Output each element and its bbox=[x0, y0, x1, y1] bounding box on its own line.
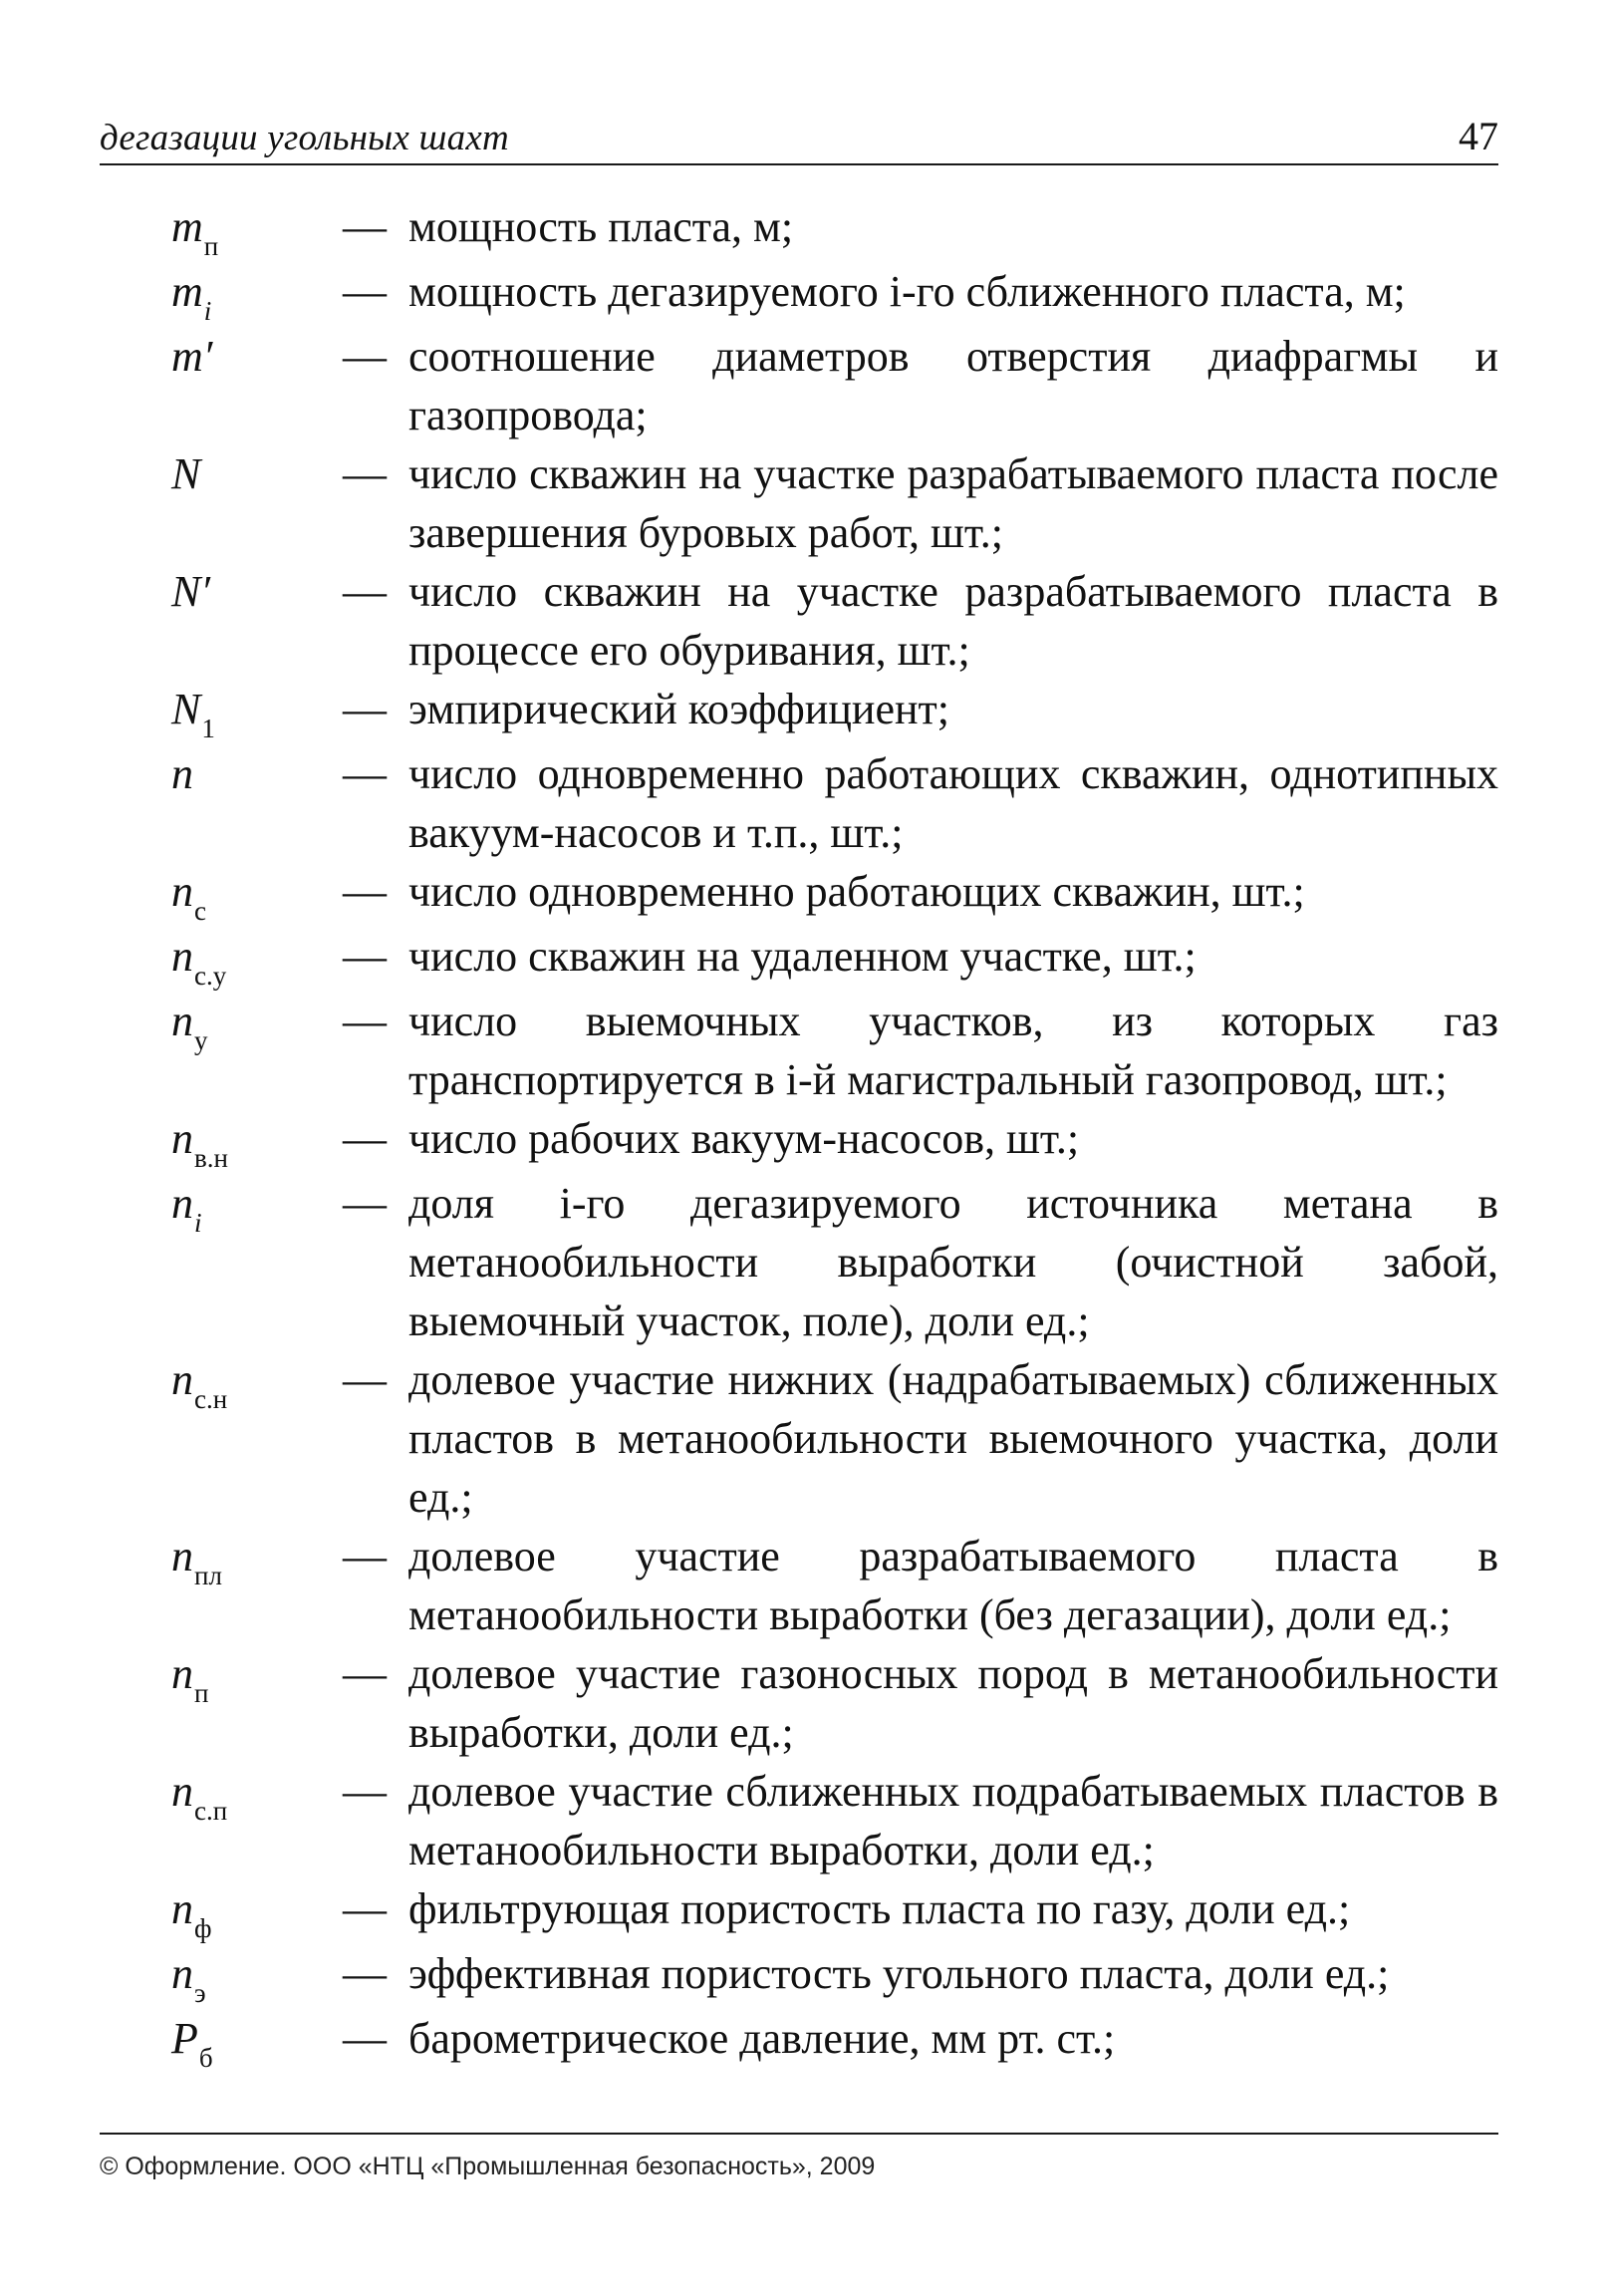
symbol-entry bbox=[100, 562, 1498, 680]
symbol-letter: N bbox=[171, 685, 201, 733]
definition-text: эмпирический коэффициент; bbox=[408, 685, 949, 733]
symbol bbox=[100, 197, 321, 262]
symbol-subscript: i bbox=[194, 1208, 202, 1238]
em-dash: — bbox=[343, 1532, 387, 1580]
symbol bbox=[100, 327, 321, 386]
symbol-letter: P bbox=[171, 2014, 198, 2063]
symbol-subscript: в.н bbox=[194, 1143, 228, 1173]
em-dash: — bbox=[343, 2014, 387, 2063]
symbol-entry bbox=[100, 1527, 1498, 1644]
definition-text: мощность дегазируемого i-го сближенного пласта, м; bbox=[408, 267, 1406, 316]
definition-text: соотношение диаметров отверстия диафрагмы и газопровода; bbox=[408, 332, 1498, 439]
em-dash: — bbox=[343, 749, 387, 798]
em-dash: — bbox=[343, 332, 387, 381]
symbol-letter: m′ bbox=[171, 332, 213, 381]
em-dash: — bbox=[343, 1114, 387, 1163]
definition-text: число рабочих вакуум-насосов, шт.; bbox=[408, 1114, 1080, 1163]
symbol-letter: n bbox=[171, 1179, 193, 1228]
symbol-subscript: i bbox=[203, 296, 212, 326]
em-dash: — bbox=[343, 1355, 387, 1404]
em-dash: — bbox=[343, 1767, 387, 1816]
definition-text: долевое участие разрабатываемого пласта в метанообильности выработки (без дегазации), доли ед.; bbox=[408, 1532, 1498, 1639]
definition-text: доля i-го дегазируемого источника метана в метанообильности выработки (очистной забой, выемочный участок, поле), доли ед.; bbox=[408, 1179, 1498, 1345]
symbol-subscript: у bbox=[194, 1025, 208, 1055]
definition-text: барометрическое давление, мм рт. ст.; bbox=[408, 2014, 1116, 2063]
symbol-letter: n bbox=[171, 749, 193, 798]
symbol-letter: n bbox=[171, 1884, 193, 1933]
symbol-entry bbox=[100, 197, 1498, 262]
symbol-letter: n bbox=[171, 1949, 193, 1998]
symbol-subscript: б bbox=[198, 2043, 213, 2073]
symbol-entry bbox=[100, 1644, 1498, 1762]
symbol bbox=[100, 1762, 321, 1827]
symbol bbox=[100, 927, 321, 992]
em-dash: — bbox=[343, 1884, 387, 1933]
definition-text: число скважин на участке разрабатываемого пласта после завершения буровых работ, шт.; bbox=[408, 449, 1498, 557]
em-dash: — bbox=[343, 1949, 387, 1998]
symbol bbox=[100, 1174, 321, 1239]
symbol bbox=[100, 862, 321, 927]
symbol-subscript: п bbox=[194, 1678, 209, 1708]
definition-text: эффективная пористость угольного пласта, доли ед.; bbox=[408, 1949, 1390, 1998]
em-dash: — bbox=[343, 867, 387, 916]
definition-text: долевое участие нижних (надрабатываемых) сближенных пластов в метанообильности выемочного участка, доли ед.; bbox=[408, 1355, 1498, 1522]
symbol bbox=[100, 1350, 321, 1415]
symbol bbox=[100, 992, 321, 1056]
symbol-entry bbox=[100, 680, 1498, 744]
definition-text: число скважин на удаленном участке, шт.; bbox=[408, 932, 1197, 981]
em-dash: — bbox=[343, 267, 387, 316]
symbol-subscript: с.у bbox=[194, 961, 227, 991]
symbol-entry bbox=[100, 744, 1498, 862]
symbol-letter: n bbox=[171, 1532, 193, 1580]
symbol-entry bbox=[100, 992, 1498, 1109]
symbol-subscript: с.п bbox=[194, 1796, 228, 1826]
symbol-subscript: 1 bbox=[201, 714, 215, 743]
symbol bbox=[100, 680, 321, 744]
definition-text: долевое участие газоносных пород в метанообильности выработки, доли ед.; bbox=[408, 1649, 1498, 1757]
symbol-entry bbox=[100, 1879, 1498, 1944]
definition-text: долевое участие сближенных подрабатываемых пластов в метанообильности выработки, доли ед.; bbox=[408, 1767, 1498, 1874]
copyright-footer: © Оформление. ООО «НТЦ «Промышленная безопасность», 2009 bbox=[100, 2133, 1498, 2181]
definition-text: число одновременно работающих скважин, однотипных вакуум-насосов и т.п., шт.; bbox=[408, 749, 1498, 857]
definition-text: фильтрующая пористость пласта по газу, доли ед.; bbox=[408, 1884, 1351, 1933]
em-dash: — bbox=[343, 1179, 387, 1228]
definition-text: число одновременно работающих скважин, шт.; bbox=[408, 867, 1305, 916]
symbol-entry bbox=[100, 444, 1498, 562]
page-header bbox=[100, 112, 1498, 165]
symbol-subscript: с bbox=[194, 896, 206, 926]
symbol-definition-list bbox=[100, 197, 1498, 2074]
symbol-entry bbox=[100, 1109, 1498, 1174]
symbol-letter: n bbox=[171, 867, 193, 916]
symbol-entry bbox=[100, 862, 1498, 927]
symbol bbox=[100, 444, 321, 503]
running-head: дегазации угольных шахт bbox=[100, 118, 509, 158]
symbol-letter: n bbox=[171, 932, 193, 981]
symbol-letter: m bbox=[171, 202, 203, 251]
symbol bbox=[100, 1644, 321, 1709]
symbol-entry bbox=[100, 1174, 1498, 1350]
em-dash: — bbox=[343, 1649, 387, 1698]
symbol-entry bbox=[100, 2009, 1498, 2074]
symbol-subscript: с.н bbox=[194, 1384, 228, 1414]
em-dash: — bbox=[343, 567, 387, 616]
symbol bbox=[100, 2009, 321, 2074]
em-dash: — bbox=[343, 449, 387, 498]
symbol-letter: N bbox=[171, 449, 201, 498]
em-dash: — bbox=[343, 202, 387, 251]
symbol-entry bbox=[100, 1350, 1498, 1527]
symbol-entry bbox=[100, 1944, 1498, 2009]
definition-text: мощность пласта, м; bbox=[408, 202, 794, 251]
symbol-entry bbox=[100, 1762, 1498, 1879]
em-dash: — bbox=[343, 997, 387, 1045]
definition-text: число выемочных участков, из которых газ транспортируется в i-й магистральный газопровод, шт.; bbox=[408, 997, 1498, 1104]
symbol bbox=[100, 744, 321, 803]
definition-text: число скважин на участке разрабатываемого пласта в процессе его обуривания, шт.; bbox=[408, 567, 1498, 675]
em-dash: — bbox=[343, 685, 387, 733]
em-dash: — bbox=[343, 932, 387, 981]
symbol-letter: n bbox=[171, 1767, 193, 1816]
symbol bbox=[100, 1879, 321, 1944]
symbol bbox=[100, 1527, 321, 1591]
symbol-entry bbox=[100, 262, 1498, 327]
symbol-entry bbox=[100, 927, 1498, 992]
symbol bbox=[100, 562, 321, 621]
page-number: 47 bbox=[1459, 114, 1498, 158]
symbol-entry bbox=[100, 327, 1498, 444]
symbol bbox=[100, 1944, 321, 2009]
symbol-subscript: пл bbox=[194, 1561, 222, 1590]
symbol-letter: n bbox=[171, 1649, 193, 1698]
symbol-letter: n bbox=[171, 1114, 193, 1163]
symbol-letter: n bbox=[171, 1355, 193, 1404]
symbol bbox=[100, 1109, 321, 1174]
symbol-subscript: п bbox=[203, 231, 219, 261]
symbol-letter: n bbox=[171, 997, 193, 1045]
symbol-letter: N′ bbox=[171, 567, 210, 616]
symbol-subscript: э bbox=[194, 1978, 206, 2008]
symbol-subscript: ф bbox=[194, 1913, 212, 1943]
symbol bbox=[100, 262, 321, 327]
symbol-letter: m bbox=[171, 267, 203, 316]
